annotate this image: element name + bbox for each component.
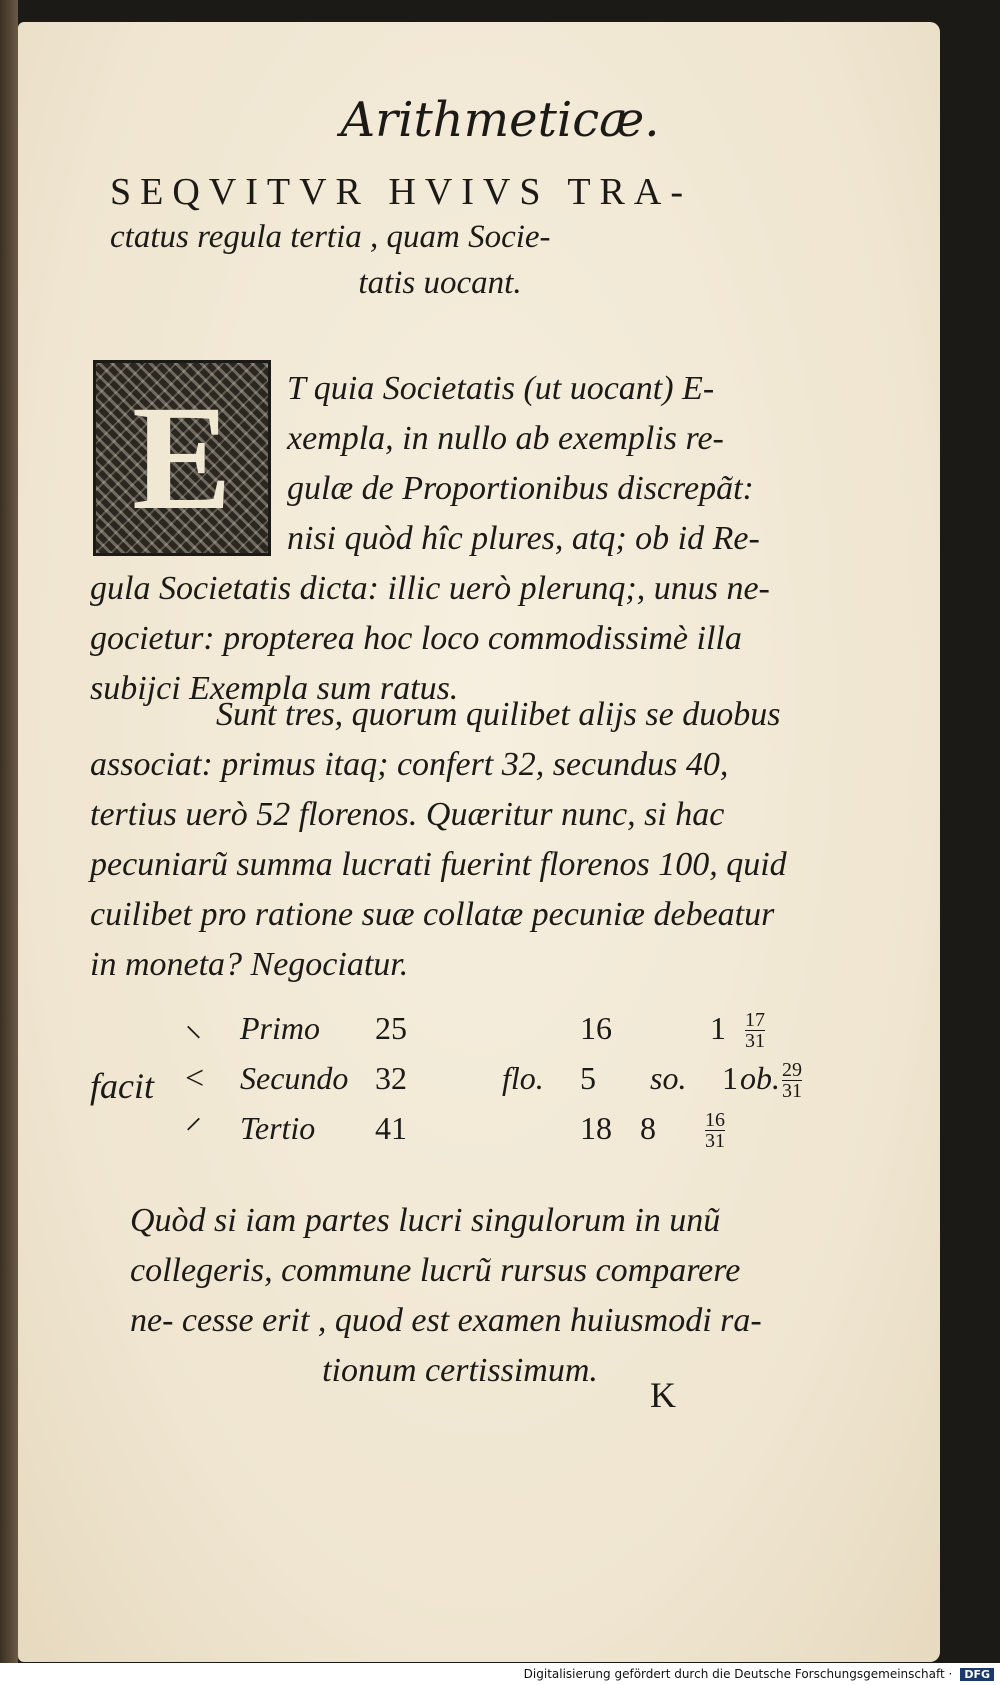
paragraph-3-last-line: tionum certissimum. [322, 1352, 598, 1389]
fraction [782, 1060, 802, 1101]
title-line-2: ctatus regula tertia , quam Socie- [110, 219, 551, 255]
table-row [90, 1110, 810, 1156]
facit-label: facit [90, 1066, 154, 1106]
fraction-numerator: 29 [782, 1059, 802, 1081]
brace-middle: < [185, 1060, 205, 1097]
fraction [745, 1010, 765, 1051]
florin-value: 41 [375, 1110, 407, 1146]
fraction-denominator: 31 [745, 1030, 765, 1052]
obol-value: 8 [640, 1110, 656, 1146]
florin-value: 32 [375, 1060, 407, 1096]
unit-flo: flo. [502, 1060, 544, 1096]
brace-top: ⸌ [185, 1021, 202, 1058]
solidi-value: 16 [580, 1010, 612, 1046]
unit-ob: ob. [740, 1060, 780, 1096]
drop-cap-letter: E [131, 375, 233, 541]
fraction-denominator: 31 [782, 1080, 802, 1102]
unit-so: so. [650, 1060, 687, 1096]
ornamental-initial [93, 360, 271, 556]
brace-bottom: ⸍ [185, 1113, 202, 1150]
table-row [90, 1060, 810, 1106]
running-head: Arithmeticæ. [340, 92, 660, 148]
footer-text: Digitalisierung gefördert durch die Deutsche Forschungsgemeinschaft · [523, 1667, 953, 1681]
book-spine [0, 0, 18, 1685]
fraction [705, 1110, 725, 1151]
row-name: Primo [240, 1010, 320, 1046]
title-caps: SEQVITVR HVIVS TRA- [110, 171, 692, 213]
obol-value: 1 [722, 1060, 738, 1096]
obol-value: 1 [710, 1010, 726, 1046]
fraction-numerator: 16 [705, 1109, 725, 1131]
signature-mark: K [650, 1375, 676, 1415]
paragraph-1-start: T quia Societatis (ut uocant) E- xempla, in nullo ab exemplis re- gulæ de Proportionibus discrepãt: nisi quòd hîc plures, atq; ob id Re- [287, 370, 760, 557]
fraction-numerator: 17 [745, 1009, 765, 1031]
dfg-logo: DFG [960, 1668, 994, 1681]
fraction-denominator: 31 [705, 1130, 725, 1152]
result-table [90, 1010, 810, 1160]
digitization-footer [0, 1663, 1000, 1685]
florin-value: 25 [375, 1010, 407, 1046]
solidi-value: 5 [580, 1060, 596, 1096]
paragraph-1-rest: gula Societatis dicta: illic uerò plerunq;, unus ne- gocietur: propterea hoc loco commodissimè illa subijci Exempla sum ratus. [90, 570, 770, 707]
row-name: Tertio [240, 1110, 316, 1146]
paragraph-3-text: Quòd si iam partes lucri singulorum in unũ collegeris, commune lucrũ rursus comparere ne- cesse erit , quod est examen huiusmodi ra- [130, 1202, 762, 1339]
table-row [90, 1010, 810, 1056]
section-title [110, 170, 770, 306]
row-name: Secundo [240, 1060, 349, 1096]
title-line-3: tatis uocant. [358, 265, 522, 301]
paragraph-2: Sunt tres, quorum quilibet alijs se duobus associat: primus itaq; confert 32, secundus 40, tertius uerò 52 florenos. Quæritur nunc, si hac pecuniarũ summa lucrati fuerint florenos 100, quid cuilibet pro ratione suæ collatæ pecuniæ debeatur in moneta? Negociatur. [90, 696, 787, 983]
paragraph-3 [130, 1196, 790, 1396]
solidi-value: 18 [580, 1110, 612, 1146]
